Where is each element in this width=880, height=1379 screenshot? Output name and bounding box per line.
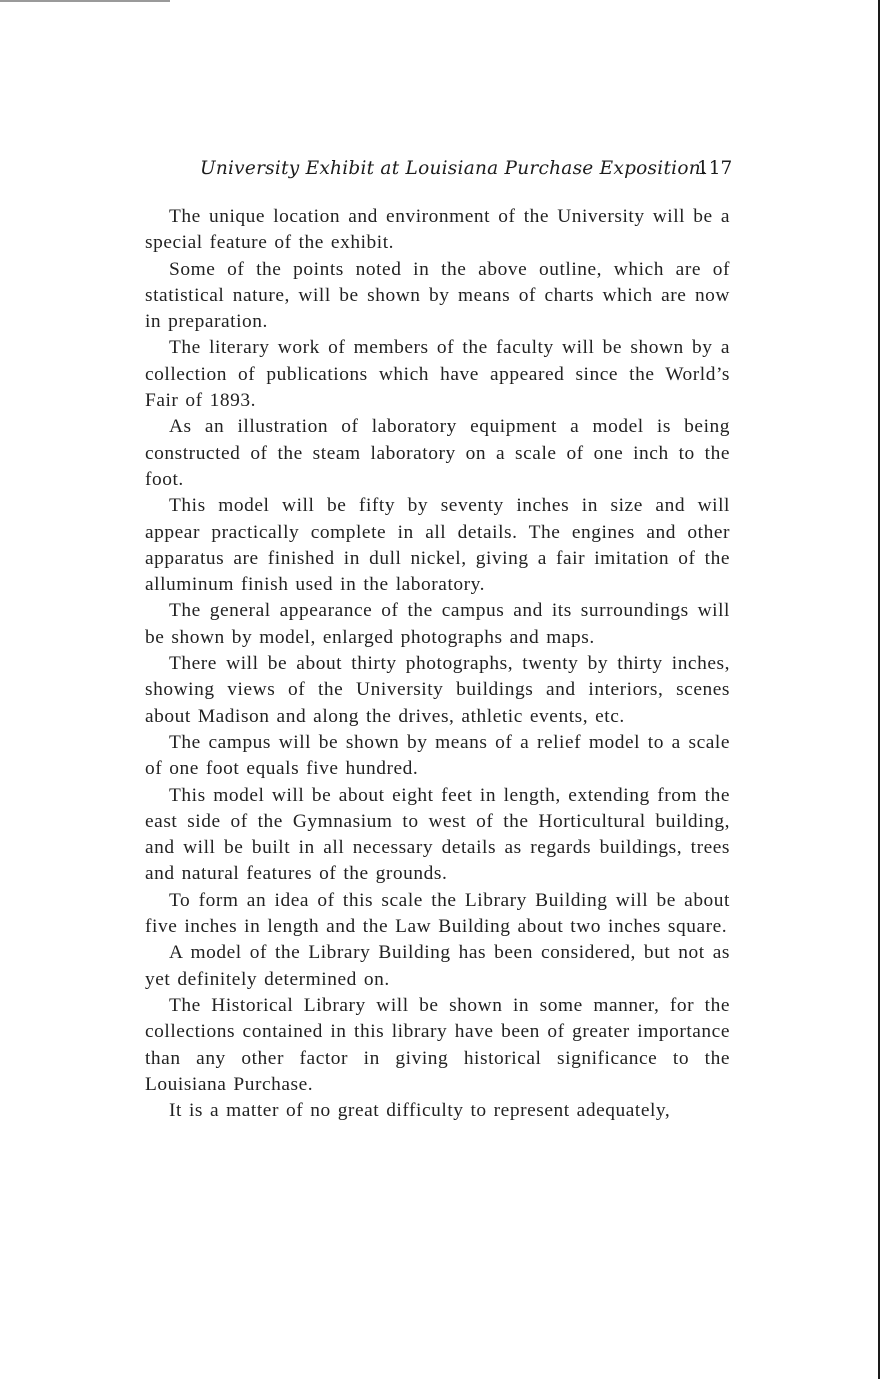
paragraph: A model of the Library Building has been considered, but not as yet definitely determined on. — [145, 942, 730, 990]
paragraph: Some of the points noted in the above outline, which are of statistical nature, will be shown by means of charts which are now in preparation. — [145, 258, 730, 333]
scan-edge-top — [0, 0, 170, 2]
running-head — [200, 158, 733, 179]
running-head-title: University Exhibit at Louisiana Purchase Exposition. — [200, 158, 707, 179]
paragraph: The literary work of members of the faculty will be shown by a collection of publications which have appeared since the World’s Fair of 1893. — [145, 337, 730, 412]
paragraph: This model will be about eight feet in length, extending from the east side of the Gymnasium to west of the Horticultural building, and will be built in all necessary details as regards buildings, trees and natural features of the grounds. — [145, 784, 730, 885]
page-number: 117 — [697, 158, 733, 179]
paragraph: It is a matter of no great difficulty to represent adequately, — [169, 1100, 671, 1122]
paragraph: To form an idea of this scale the Library Building will be about five inches in length and the Law Building about two inches square. — [145, 889, 730, 938]
paragraph: The Historical Library will be shown in some manner, for the collections contained in this library have been of greater importance than any other factor in giving historical significance to the Louisiana Purchase. — [145, 994, 730, 1095]
paragraph: There will be about thirty photographs, twenty by thirty inches, showing views of the University buildings and interiors, scenes about Madison and along the drives, athletic events, etc. — [145, 653, 730, 727]
paragraph: This model will be fifty by seventy inches in size and will appear practically complete in all details. The engines and other apparatus are finished in dull nickel, giving a fair imitation of the alluminum finish used in the laboratory. — [145, 495, 730, 596]
paragraph: The unique location and environment of the University will be a special feature of the exhibit. — [145, 206, 730, 254]
paragraph: The general appearance of the campus and its surroundings will be shown by model, enlarged photographs and maps. — [145, 600, 730, 648]
paragraph: The campus will be shown by means of a relief model to a scale of one foot equals five hundred. — [145, 731, 730, 780]
paragraph: As an illustration of laboratory equipment a model is being constructed of the steam laboratory on a scale of one inch to the foot. — [145, 416, 730, 490]
body-text — [145, 204, 730, 1124]
